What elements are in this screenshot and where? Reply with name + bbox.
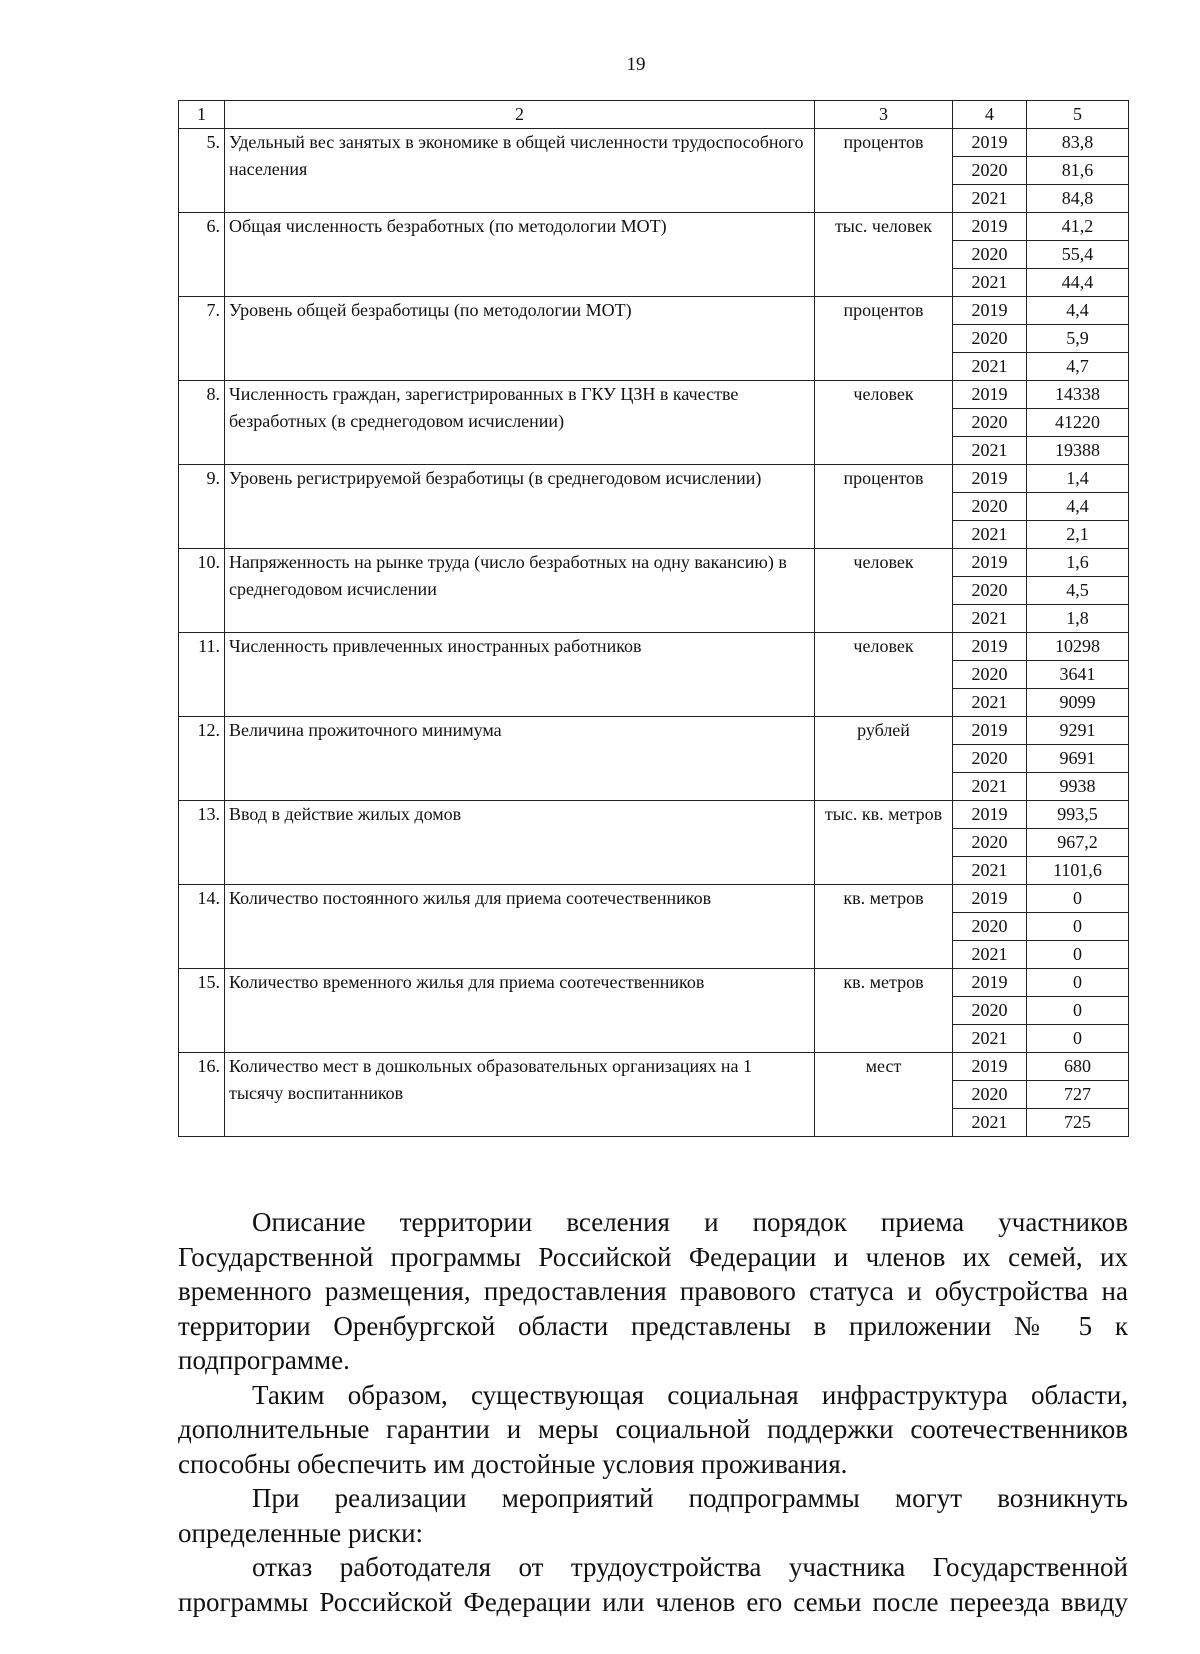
row-number: 14. [179,885,225,969]
value-cell: 0 [1027,885,1129,913]
body-text [178,1205,1128,1619]
paragraph: отказ работодателя от трудоустройства участника Государственной программы Российской Федерации или членов его семьи после переезда ввиду [178,1552,1128,1617]
year-cell: 2020 [953,493,1027,521]
value-cell: 1,6 [1027,549,1129,577]
unit-cell: человек [815,381,953,465]
year-cell: 2021 [953,353,1027,381]
year-cell: 2019 [953,885,1027,913]
table-row [179,969,1129,997]
unit-cell: процентов [815,297,953,381]
indicators-table [178,100,1129,1137]
table-row [179,549,1129,577]
value-cell: 41220 [1027,409,1129,437]
year-cell: 2021 [953,1109,1027,1137]
unit-cell: кв. метров [815,885,953,969]
paragraph: Таким образом, существующая социальная инфраструктура области, дополнительные гарантии и меры социальной поддержки соотечественников способны обеспечить им достойные условия проживания. [178,1379,1128,1479]
value-cell: 14338 [1027,381,1129,409]
value-cell: 19388 [1027,437,1129,465]
value-cell: 967,2 [1027,829,1129,857]
value-cell: 10298 [1027,633,1129,661]
year-cell: 2019 [953,381,1027,409]
indicator-name: Количество постоянного жилья для приема соотечественников [225,885,815,969]
year-cell: 2021 [953,185,1027,213]
row-number: 12. [179,717,225,801]
value-cell: 1,4 [1027,465,1129,493]
value-cell: 1101,6 [1027,857,1129,885]
table-row [179,885,1129,913]
row-number: 16. [179,1053,225,1137]
year-cell: 2019 [953,297,1027,325]
value-cell: 81,6 [1027,157,1129,185]
value-cell: 1,8 [1027,605,1129,633]
year-cell: 2021 [953,437,1027,465]
header-cell: 1 [179,101,225,129]
year-cell: 2020 [953,577,1027,605]
header-cell: 4 [953,101,1027,129]
unit-cell: человек [815,633,953,717]
indicator-name: Удельный вес занятых в экономике в общей численности трудоспособного населения [225,129,815,213]
table-row [179,465,1129,493]
year-cell: 2019 [953,549,1027,577]
year-cell: 2020 [953,913,1027,941]
unit-cell: кв. метров [815,969,953,1053]
value-cell: 3641 [1027,661,1129,689]
indicator-name: Общая численность безработных (по методологии МОТ) [225,213,815,297]
value-cell: 84,8 [1027,185,1129,213]
year-cell: 2020 [953,661,1027,689]
value-cell: 41,2 [1027,213,1129,241]
year-cell: 2019 [953,1053,1027,1081]
value-cell: 4,4 [1027,297,1129,325]
row-number: 7. [179,297,225,381]
year-cell: 2020 [953,409,1027,437]
unit-cell: процентов [815,129,953,213]
row-number: 10. [179,549,225,633]
value-cell: 83,8 [1027,129,1129,157]
table-row [179,801,1129,829]
header-cell: 5 [1027,101,1129,129]
value-cell: 0 [1027,1025,1129,1053]
year-cell: 2020 [953,1081,1027,1109]
year-cell: 2020 [953,157,1027,185]
indicator-name: Напряженность на рынке труда (число безработных на одну вакансию) в среднегодовом исчислении [225,549,815,633]
paragraph: Описание территории вселения и порядок приема участников Государственной программы Российской Федерации и членов их семей, их временного размещения, предоставления правового статуса и обустройства на территории Оренбургской области представлены в приложении № 5 к подпрограмме. [178,1207,1128,1375]
indicator-name: Количество временного жилья для приема соотечественников [225,969,815,1053]
row-number: 5. [179,129,225,213]
table-row [179,1053,1129,1081]
year-cell: 2019 [953,969,1027,997]
value-cell: 9691 [1027,745,1129,773]
unit-cell: рублей [815,717,953,801]
year-cell: 2021 [953,521,1027,549]
unit-cell: мест [815,1053,953,1137]
year-cell: 2021 [953,941,1027,969]
table-header-row [179,101,1129,129]
value-cell: 2,1 [1027,521,1129,549]
value-cell: 0 [1027,969,1129,997]
row-number: 6. [179,213,225,297]
year-cell: 2019 [953,633,1027,661]
year-cell: 2021 [953,689,1027,717]
value-cell: 44,4 [1027,269,1129,297]
indicator-name: Численность привлеченных иностранных работников [225,633,815,717]
table-row [179,129,1129,157]
table-row [179,297,1129,325]
row-number: 9. [179,465,225,549]
year-cell: 2021 [953,269,1027,297]
table-row [179,213,1129,241]
value-cell: 727 [1027,1081,1129,1109]
year-cell: 2020 [953,997,1027,1025]
value-cell: 0 [1027,997,1129,1025]
row-number: 11. [179,633,225,717]
year-cell: 2020 [953,829,1027,857]
value-cell: 0 [1027,941,1129,969]
year-cell: 2021 [953,773,1027,801]
value-cell: 680 [1027,1053,1129,1081]
year-cell: 2021 [953,605,1027,633]
indicator-name: Уровень регистрируемой безработицы (в среднегодовом исчислении) [225,465,815,549]
indicator-name: Численность граждан, зарегистрированных в ГКУ ЦЗН в качестве безработных (в среднегодовом исчислении) [225,381,815,465]
table-row [179,381,1129,409]
unit-cell: процентов [815,465,953,549]
paragraph: При реализации мероприятий подпрограммы могут возникнуть определенные риски: [178,1483,1128,1548]
value-cell: 4,7 [1027,353,1129,381]
header-cell: 3 [815,101,953,129]
value-cell: 55,4 [1027,241,1129,269]
year-cell: 2021 [953,857,1027,885]
indicator-name: Уровень общей безработицы (по методологии МОТ) [225,297,815,381]
row-number: 13. [179,801,225,885]
row-number: 15. [179,969,225,1053]
value-cell: 9291 [1027,717,1129,745]
table-row [179,633,1129,661]
indicator-name: Величина прожиточного минимума [225,717,815,801]
value-cell: 4,5 [1027,577,1129,605]
value-cell: 0 [1027,913,1129,941]
value-cell: 9099 [1027,689,1129,717]
value-cell: 725 [1027,1109,1129,1137]
year-cell: 2020 [953,745,1027,773]
value-cell: 4,4 [1027,493,1129,521]
indicator-name: Ввод в действие жилых домов [225,801,815,885]
unit-cell: тыс. кв. метров [815,801,953,885]
year-cell: 2021 [953,1025,1027,1053]
year-cell: 2020 [953,241,1027,269]
year-cell: 2019 [953,213,1027,241]
unit-cell: человек [815,549,953,633]
page-number: 19 [626,54,646,75]
unit-cell: тыс. человек [815,213,953,297]
year-cell: 2019 [953,717,1027,745]
header-cell: 2 [225,101,815,129]
indicator-name: Количество мест в дошкольных образовательных организациях на 1 тысячу воспитанников [225,1053,815,1137]
value-cell: 5,9 [1027,325,1129,353]
year-cell: 2019 [953,129,1027,157]
table-row [179,717,1129,745]
year-cell: 2020 [953,325,1027,353]
value-cell: 993,5 [1027,801,1129,829]
value-cell: 9938 [1027,773,1129,801]
row-number: 8. [179,381,225,465]
year-cell: 2019 [953,465,1027,493]
year-cell: 2019 [953,801,1027,829]
